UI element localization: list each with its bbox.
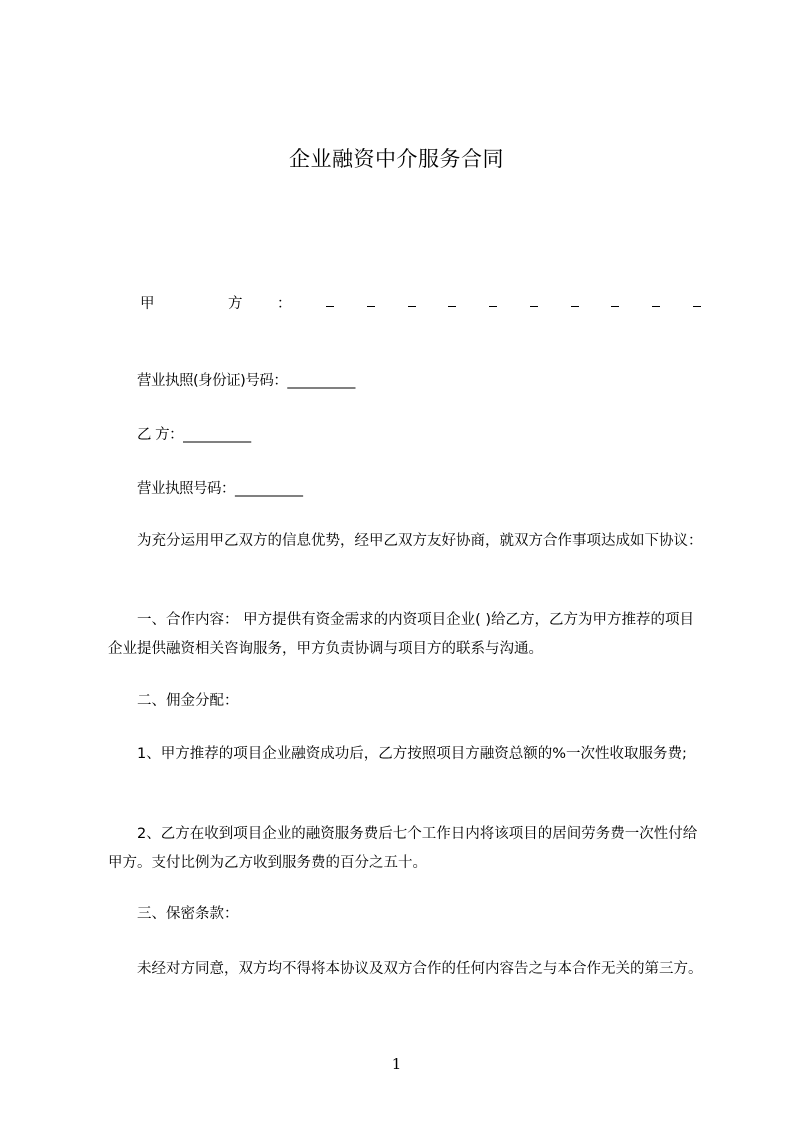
document-title: 企业融资中介服务合同	[289, 147, 504, 171]
party-a-blank-mark	[530, 294, 538, 307]
party-a-blank-mark	[571, 294, 579, 307]
section2-heading: 二、佣金分配：	[137, 693, 239, 709]
section1-paragraph: 一、合作内容： 甲方提供有资金需求的内资项目企业( )给乙方，乙方为甲方推荐的项目企业提供融资相关咨询服务，甲方负责协调与项目方的联系与沟通。	[108, 612, 695, 657]
party-a-line	[140, 292, 710, 316]
section3-body: 未经对方同意，双方均不得将本协议及双方合作的任何内容告之与本合作无关的第三方。	[137, 961, 703, 977]
party-a-label-part1: 甲	[140, 296, 155, 312]
page-number: 1	[391, 1055, 402, 1073]
party-a-blank-mark	[408, 294, 416, 307]
section3-heading: 三、保密条款：	[137, 906, 239, 922]
party-a-license-line: 营业执照(身份证)号码：__________	[137, 373, 355, 389]
section2-item1: 1、甲方推荐的项目企业融资成功后，乙方按照项目方融资总额的%一次性收取服务费;	[137, 746, 687, 762]
party-b-license-line: 营业执照号码：__________	[137, 481, 303, 497]
party-a-colon: ：	[277, 296, 292, 312]
party-b-line: 乙 方：__________	[137, 427, 251, 443]
party-a-blank	[326, 294, 701, 307]
party-a-blank-mark	[448, 294, 456, 307]
party-a-blank-mark	[611, 294, 619, 307]
party-a-label-part2: 方	[228, 296, 243, 312]
party-a-blank-mark	[693, 294, 701, 307]
party-a-blank-mark	[326, 294, 334, 307]
party-a-blank-mark	[489, 294, 497, 307]
party-a-blank-mark	[367, 294, 375, 307]
party-a-blank-mark	[652, 294, 660, 307]
section2-item2: 2、乙方在收到项目企业的融资服务费后七个工作日内将该项目的居间劳务费一次性付给甲方。支付比例为乙方收到服务费的百分之五十。	[108, 826, 698, 871]
intro-paragraph: 为充分运用甲乙双方的信息优势，经甲乙双方友好协商，就双方合作事项达成如下协议：	[137, 533, 703, 549]
